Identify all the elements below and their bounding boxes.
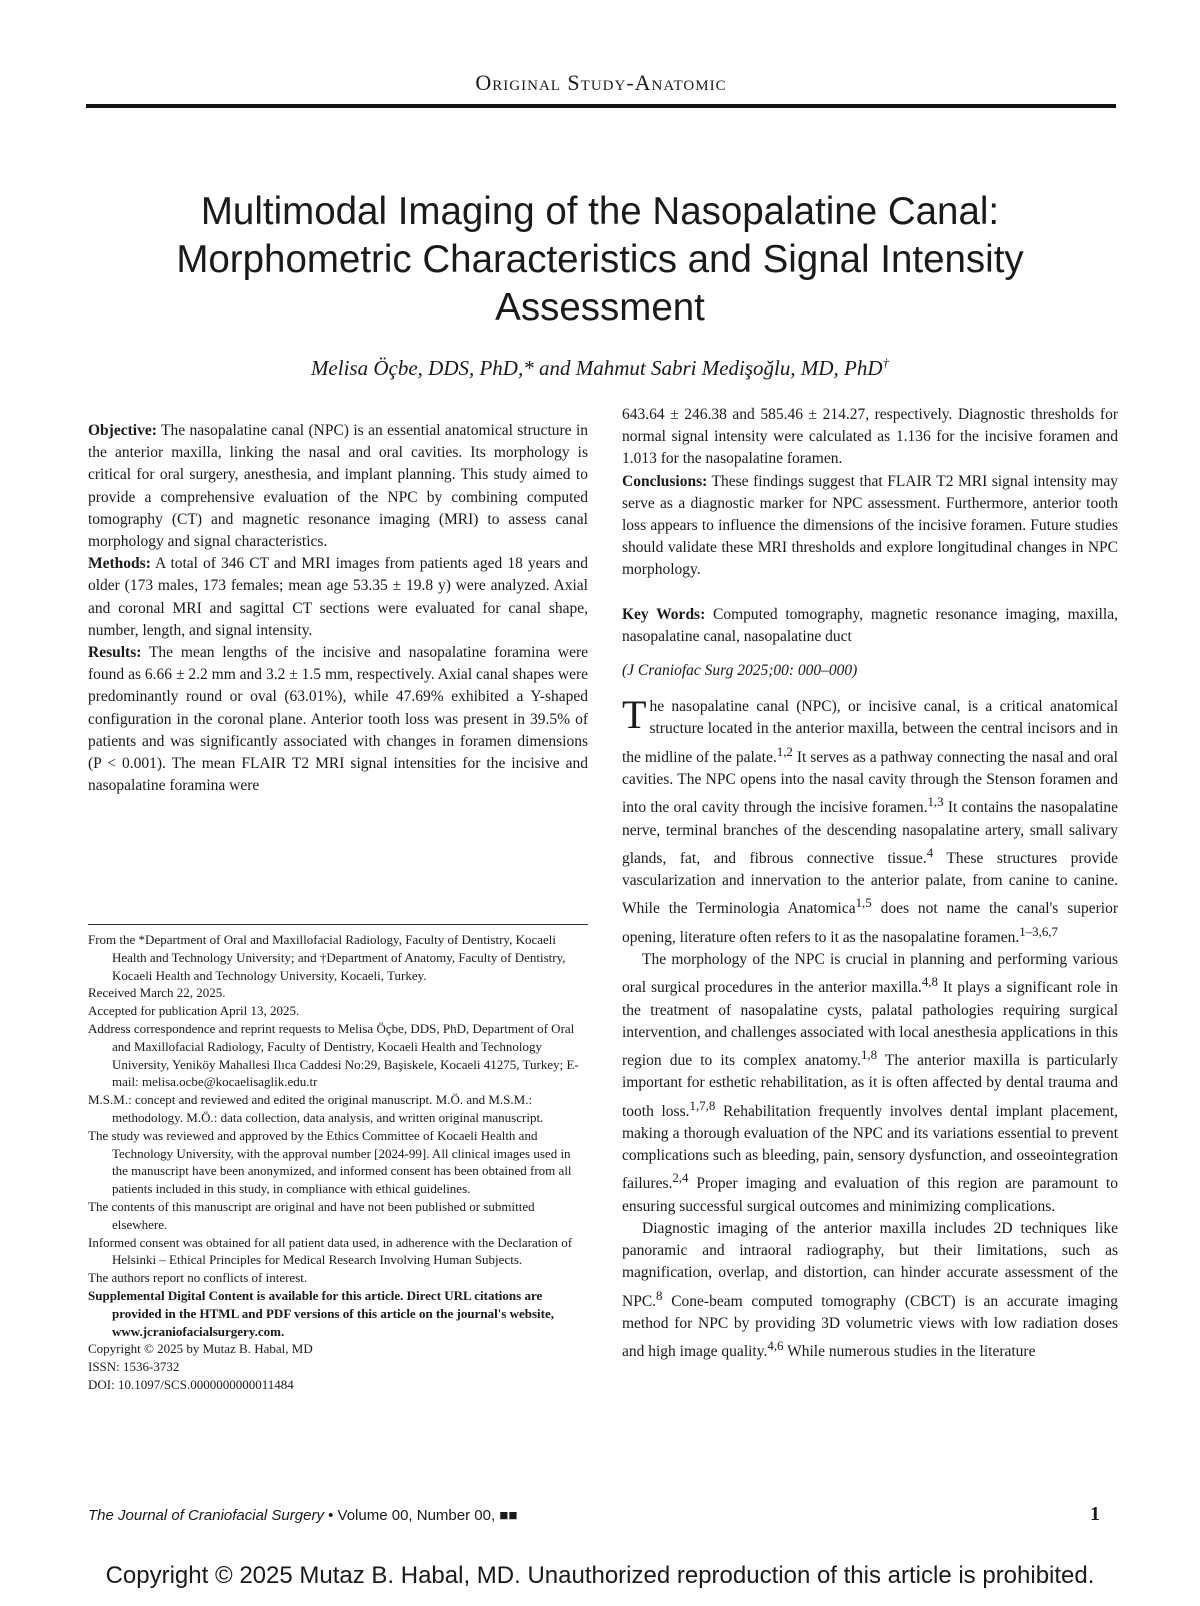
abstract-conclusions	[622, 471, 1118, 582]
reference-mark: 4,8	[921, 974, 938, 990]
body-paragraph-3	[622, 1218, 1118, 1364]
abstract-results	[88, 642, 588, 797]
body-text: The anterior maxilla is particularly important for esthetic rehabilitation, as it is often affected by dental trauma and tooth loss.	[622, 1052, 1118, 1120]
body-text: While numerous studies in the literature	[783, 1343, 1036, 1361]
body-text: It plays a significant role in the treatment of nasopalatine cysts, palatal pathologies requiring surgical intervention, and challenges associated with local anesthesia applications in this region due to its complex anatomy.	[622, 979, 1118, 1070]
abstract-results-continued: 643.64 ± 246.38 and 585.46 ± 214.27, respectively. Diagnostic thresholds for normal signal intensity were calculated as 1.136 for the incisive foramen and 1.013 for the nasopalatine foramen.	[622, 406, 1118, 468]
keywords	[622, 604, 1118, 648]
body-text: Proper imaging and evaluation of this region are paramount to ensuring successful surgical outcomes and minimizing complications.	[622, 1175, 1118, 1215]
reference-mark: 1,7,8	[689, 1097, 716, 1113]
section-header: Original Study-Anatomic	[475, 70, 727, 95]
body-text: These structures provide vascularization and innervation to the anterior palate, from canine to canine. While the Terminologia Anatomica	[622, 849, 1119, 918]
body-text: Diagnostic imaging of the anterior maxilla includes 2D techniques like panoramic and intraoral radiography, but their limitations, such as magnification, overlap, and distortion, can hinder accurate assessment of the NPC.	[622, 1219, 1118, 1310]
body-paragraph-1	[622, 692, 1119, 949]
citation: (J Craniofac Surg 2025;00: 000–000)	[622, 662, 858, 680]
conclusions-label: Conclusions:	[622, 472, 708, 490]
title-line: Multimodal Imaging of the Nasopalatine Canal:	[200, 190, 1000, 233]
drop-cap: T	[622, 692, 647, 738]
keywords-text: Computed tomography, magnetic resonance imaging, maxilla, nasopalatine canal, nasopalatine duct	[622, 605, 1118, 645]
title-line: Morphometric Characteristics and Signal Intensity	[176, 238, 1024, 281]
conclusions-text: These findings suggest that FLAIR T2 MRI signal intensity may serve as a diagnostic marker for NPC assessment. Furthermore, anterior tooth loss appears to influence the dimensions of the incisive foramen. Future studies should validate these MRI thresholds and explore longitudinal changes in NPC morphology.	[622, 472, 1118, 579]
author-2: Mahmut Sabri Medişoğlu, MD, PhD	[575, 356, 883, 380]
footnote-received: Received March 22, 2025.	[88, 985, 226, 1001]
spacer	[622, 648, 1118, 660]
author-1: Melisa Öçbe, DDS, PhD,	[310, 356, 524, 380]
article-body	[622, 692, 1119, 1363]
footnote-doi: DOI: 10.1097/SCS.0000000000011484	[88, 1376, 294, 1392]
reference-mark: 8	[656, 1287, 663, 1303]
body-text: Rehabilitation frequently involves dental implant placement, making a thorough evaluation of the NPC and its variations essential to prevent complications such as bleeding, pain, sensory dysfunction, and osseointegration failures.	[622, 1102, 1119, 1193]
journal-name: The Journal of Craniofacial Surgery	[88, 1507, 324, 1524]
footnotes	[88, 924, 588, 1394]
title-line: Assessment	[495, 286, 705, 329]
objective-text: The nasopalatine canal (NPC) is an essential anatomical structure in the anterior maxilla, linking the nasal and oral cavities. Its morphology is critical for oral surgery, anesthesia, and implant planning. This study aimed to provide a comprehensive evaluation of the NPC by combining computed tomography (CT) and magnetic resonance imaging (MRI) to assess canal morphology and signal characteristics.	[88, 422, 588, 551]
reference-mark: 1,3	[927, 794, 944, 810]
body-text: Cone-beam computed tomography (CBCT) is an accurate imaging method for NPC by providing 3D volumetric views with low radiation doses and high image quality.	[622, 1292, 1118, 1361]
reference-mark: 4	[926, 844, 934, 860]
footer-journal	[88, 1507, 517, 1524]
abstract-left-column	[88, 420, 588, 797]
reference-mark: 1,2	[776, 743, 793, 759]
body-text: It contains the nasopalatine nerve, terminal branches of the descending nasopalatine artery, small salivary glands, fat, and fibrous connective tissue.	[622, 799, 1119, 867]
objective-label: Objective:	[88, 422, 157, 439]
author-2-mark: †	[882, 355, 890, 370]
reference-mark: 1,5	[855, 895, 872, 911]
reference-mark: 1,8	[860, 1047, 878, 1063]
article-title	[100, 188, 1100, 332]
body-text: The morphology of the NPC is crucial in planning and performing various oral surgical procedures in the anterior maxilla.	[622, 951, 1118, 997]
body-text: does not name the canal's superior opening, literature often refers to it as the nasopalatine foramen.	[622, 900, 1118, 946]
abstract-objective	[88, 420, 588, 553]
spacer	[622, 582, 1118, 604]
methods-text: A total of 346 CT and MRI images from patients aged 18 years and older (173 males, 173 females; mean age 53.35 ± 19.8 y) were analyzed. Axial and coronal MRI and sagittal CT sections were evaluated for canal shape, number, length, and signal intensity.	[88, 555, 588, 639]
footnote-issn: ISSN: 1536-3732	[88, 1359, 180, 1375]
results-label: Results:	[88, 644, 142, 662]
results-text: The mean lengths of the incisive and nasopalatine foramina were found as 6.66 ± 2.2 mm and 3.2 ± 1.5 mm, respectively. Axial canal shapes were predominantly round or oval (63.01%), while 47.69% exhibited a Y-shaped configuration in the coronal plane. Anterior tooth loss was present in 39.5% of patients and was significantly associated with changes in foramen dimensions (P < 0.001). The mean FLAIR T2 MRI signal intensities for the incisive and nasopalatine foramina were	[88, 644, 588, 795]
footnote-conflicts: The authors report no conflicts of interest.	[88, 1270, 308, 1286]
footnote-contributions: M.S.M.: concept and reviewed and edited the original manuscript. M.Ö. and M.S.M.: methodology. M.Ö.: data collection, data analysis, and written original manuscript.	[88, 1092, 544, 1125]
reference-mark: 1–3,6,7	[1019, 923, 1058, 939]
footnote-originality: The contents of this manuscript are original and have not been published or submitted elsewhere.	[88, 1198, 535, 1232]
body-paragraph-2	[622, 949, 1118, 1218]
authors	[100, 355, 1100, 381]
reference-mark: 4,6	[767, 1338, 784, 1354]
footnote-correspondence: Address correspondence and reprint requests to Melisa Öçbe, DDS, PhD, Department of Oral and Maxillofacial Radiology, Faculty of Dentistry, Kocaeli Health and Technology University, Yeniköy Mahallesi Ilıca Caddesi No:29, Başiskele, Kocaeli 41275, Turkey; E-mail: melisa.ocbe@kocaelisaglik.edu.tr	[88, 1020, 579, 1090]
copyright-banner: Copyright © 2025 Mutaz B. Habal, MD. Unauthorized reproduction of this article is prohibited.	[105, 1562, 1095, 1589]
body-text: It serves as a pathway connecting the nasal and oral cavities. The NPC opens into the nasal cavity through the Stenson foramen and into the oral cavity through the incisive foramen.	[622, 748, 1118, 817]
journal-volume: • Volume 00, Number 00, ■■	[323, 1507, 518, 1524]
footnote-copyright: Copyright © 2025 by Mutaz B. Habal, MD	[88, 1341, 313, 1357]
keywords-label: Key Words:	[622, 605, 706, 623]
author-1-mark: *	[523, 356, 534, 380]
footnote-affiliation: From the *Department of Oral and Maxillofacial Radiology, Faculty of Dentistry, Kocaeli Health and Technology University; and †Department of Anatomy, Faculty of Dentistry, Kocaeli Health and Technology University, Kocaeli, Turkey.	[88, 932, 566, 983]
footnote-ethics: The study was reviewed and approved by the Ethics Committee of Kocaeli Health and Technology University, with the approval number [2024-99]. All clinical images used in the manuscript have been anonymized, and informed consent has been obtained from all patients included in this study, in compliance with ethical guidelines.	[88, 1127, 572, 1197]
footnote-supplemental: Supplemental Digital Content is available for this article. Direct URL citations are provided in the HTML and PDF versions of this article on the journal's website, www.jcraniofacialsurgery.com.	[88, 1287, 555, 1339]
right-column	[622, 404, 1118, 1363]
methods-label: Methods:	[88, 555, 151, 573]
reference-mark: 2,4	[672, 1170, 689, 1186]
body-text: he nasopalatine canal (NPC), or incisive canal, is a critical anatomical structure located in the anterior maxilla, between the central incisors and in the midline of the palate.	[622, 698, 1118, 766]
author-and: and	[533, 356, 576, 380]
header-rule	[86, 104, 1116, 108]
page-number: 1	[1090, 1503, 1100, 1525]
spacer	[622, 682, 1118, 696]
abstract-methods	[88, 553, 588, 642]
footnote-accepted: Accepted for publication April 13, 2025.	[88, 1003, 300, 1019]
footnote-consent: Informed consent was obtained for all patient data used, in adherence with the Declaration of Helsinki – Ethical Principles for Medical Research Involving Human Subjects.	[88, 1234, 573, 1268]
